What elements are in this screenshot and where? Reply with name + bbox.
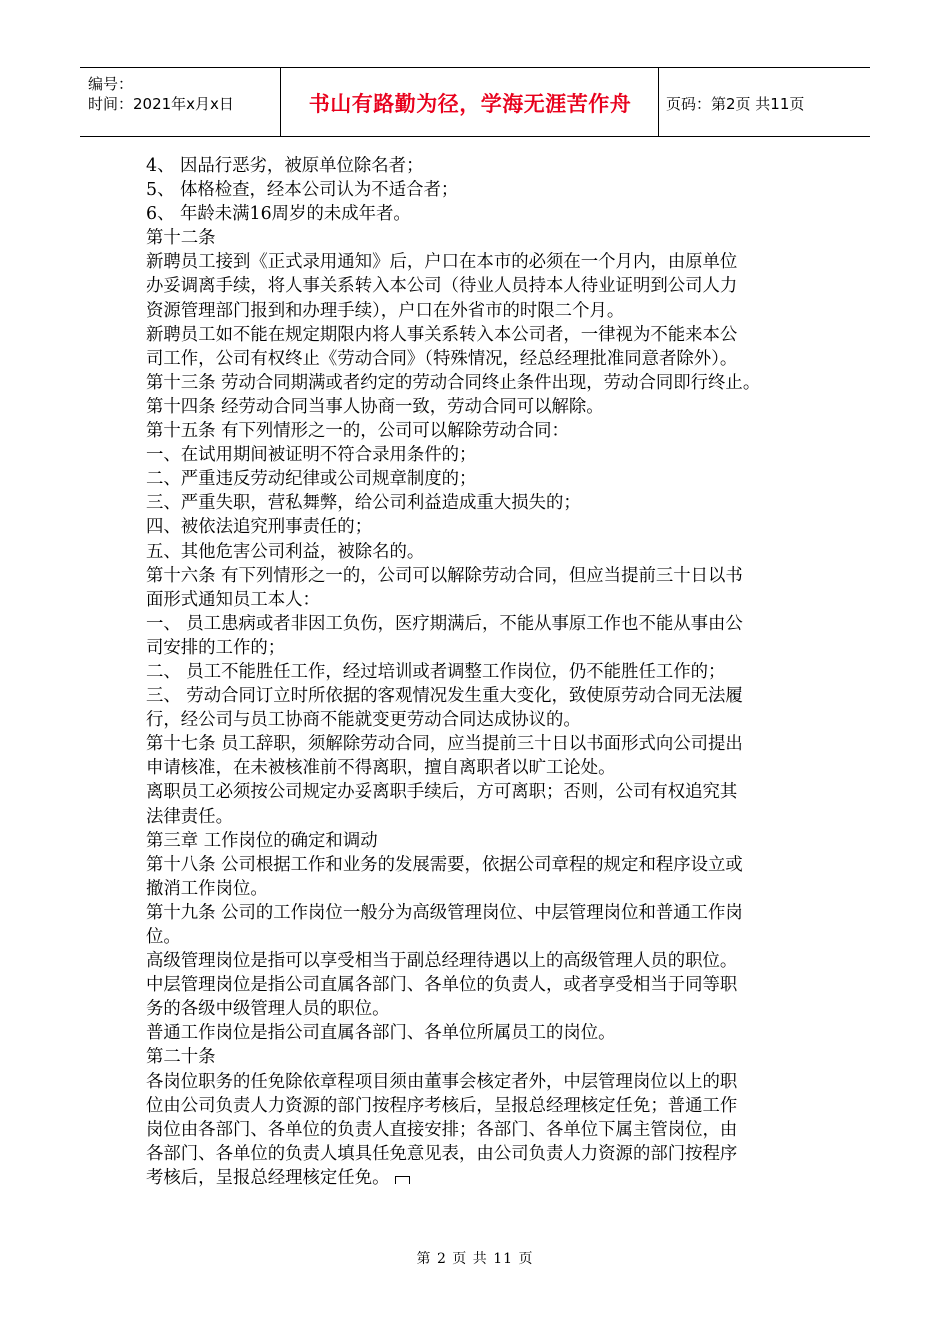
body-line: 5、 体格检查，经本公司认为不适合者；: [146, 180, 459, 201]
body-line: 4、 因品行恶劣，被原单位除名者；: [146, 156, 424, 176]
body-line: 司安排的工作的；: [146, 637, 286, 658]
page-footer: 第 2 页 共 11 页: [416, 1251, 534, 1267]
header-meta: [88, 74, 234, 114]
body-line: 6、 年龄未满16周岁的未成年者。: [146, 204, 411, 225]
body-line: 撤消工作岗位。: [146, 878, 268, 899]
body-line: 办妥调离手续，将人事关系转入本公司（待业人员持本人待业证明到公司人力: [146, 276, 738, 297]
body-line: 三、严重失职，营私舞弊，给公司利益造成重大损失的；: [146, 493, 581, 514]
body-line: 第十三条 劳动合同期满或者约定的劳动合同终止条件出现，劳动合同即行终止。: [146, 372, 761, 393]
body-line: 新聘员工接到《正式录用通知》后，户口在本市的必须在一个月内，由原单位: [146, 252, 738, 273]
paragraph-mark-icon: [395, 1176, 410, 1184]
body-line: 第十四条 经劳动合同当事人协商一致，劳动合同可以解除。: [146, 396, 604, 417]
body-line: 面形式通知员工本人：: [146, 589, 320, 610]
body-line: 中层管理岗位是指公司直属各部门、各单位的负责人，或者享受相当于同等职: [146, 975, 738, 996]
body-line: 位。: [146, 927, 181, 947]
body-line: 一、 员工患病或者非因工负伤，医疗期满后，不能从事原工作也不能从事由公: [146, 613, 743, 634]
body-line: 二、 员工不能胜任工作，经过培训或者调整工作岗位，仍不能胜任工作的；: [146, 661, 726, 682]
body-line: 考核后，呈报总经理核定任免。: [146, 1166, 822, 1190]
body-line: 第十七条 员工辞职，须解除劳动合同，应当提前三十日以书面形式向公司提出: [146, 734, 743, 755]
body-line: 第十八条 公司根据工作和业务的发展需要，依据公司章程的规定和程序设立或: [146, 854, 743, 875]
body-line: 第十五条 有下列情形之一的，公司可以解除劳动合同：: [146, 421, 569, 442]
body-line: 法律责任。: [146, 806, 233, 827]
body-line: 司工作，公司有权终止《劳动合同》（特殊情况，经总经理批准同意者除外）。: [146, 348, 738, 369]
body-line: 普通工作岗位是指公司直属各部门、各单位所属员工的岗位。: [146, 1023, 616, 1044]
body-line: 五、其他危害公司利益，被除名的。: [146, 541, 425, 562]
body-line: 一、在试用期间被证明不符合录用条件的；: [146, 445, 477, 466]
header-motto: 书山有路勤为径，学海无涯苦作舟: [308, 92, 632, 116]
body-line: 申请核准，在未被核准前不得离职，擅自离职者以旷工论处。: [146, 758, 616, 779]
body-line: 四、被依法追究刑事责任的；: [146, 517, 373, 538]
body-line: 位由公司负责人力资源的部门按程序考核后，呈报总经理核定任免；普通工作: [146, 1095, 738, 1116]
body-line: 第十九条 公司的工作岗位一般分为高级管理岗位、中层管理岗位和普通工作岗: [146, 902, 743, 923]
body-line: 新聘员工如不能在规定期限内将人事关系转入本公司者，一律视为不能来本公: [146, 324, 738, 345]
page-header: [80, 67, 870, 137]
header-page-info: 页码：第2页 共11页: [666, 95, 805, 113]
document-number-label: 编号：: [88, 75, 134, 93]
body-line: 各岗位职务的任免除依章程项目须由董事会核定者外，中层管理岗位以上的职: [146, 1071, 738, 1092]
document-date: 时间：2021年x月x日: [88, 95, 234, 113]
body-line: 岗位由各部门、各单位的负责人直接安排；各部门、各单位下属主管岗位，由: [146, 1119, 738, 1140]
body-line: 第三章 工作岗位的确定和调动: [146, 830, 378, 851]
body-line: 第十六条 有下列情形之一的，公司可以解除劳动合同，但应当提前三十日以书: [146, 565, 743, 586]
body-line: 第二十条: [146, 1047, 216, 1068]
body-line: 行，经公司与员工协商不能就变更劳动合同达成协议的。: [146, 710, 581, 731]
body-line: 离职员工必须按公司规定办妥离职手续后，方可离职；否则，公司有权追究其: [146, 782, 738, 803]
document-body: [146, 154, 822, 1190]
body-line: 资源管理部门报到和办理手续），户口在外省市的时限二个月。: [146, 300, 625, 321]
body-line: 第十二条: [146, 228, 216, 249]
body-line: 务的各级中级管理人员的职位。: [146, 999, 390, 1020]
body-line: 高级管理岗位是指可以享受相当于副总经理待遇以上的高级管理人员的职位。: [146, 951, 738, 972]
body-line: 各部门、各单位的负责人填具任免意见表，由公司负责人力资源的部门按程序: [146, 1143, 738, 1164]
body-line: 二、严重违反劳动纪律或公司规章制度的；: [146, 469, 477, 490]
body-line: 三、 劳动合同订立时所依据的客观情况发生重大变化，致使原劳动合同无法履: [146, 686, 743, 707]
header-divider: [658, 68, 659, 136]
